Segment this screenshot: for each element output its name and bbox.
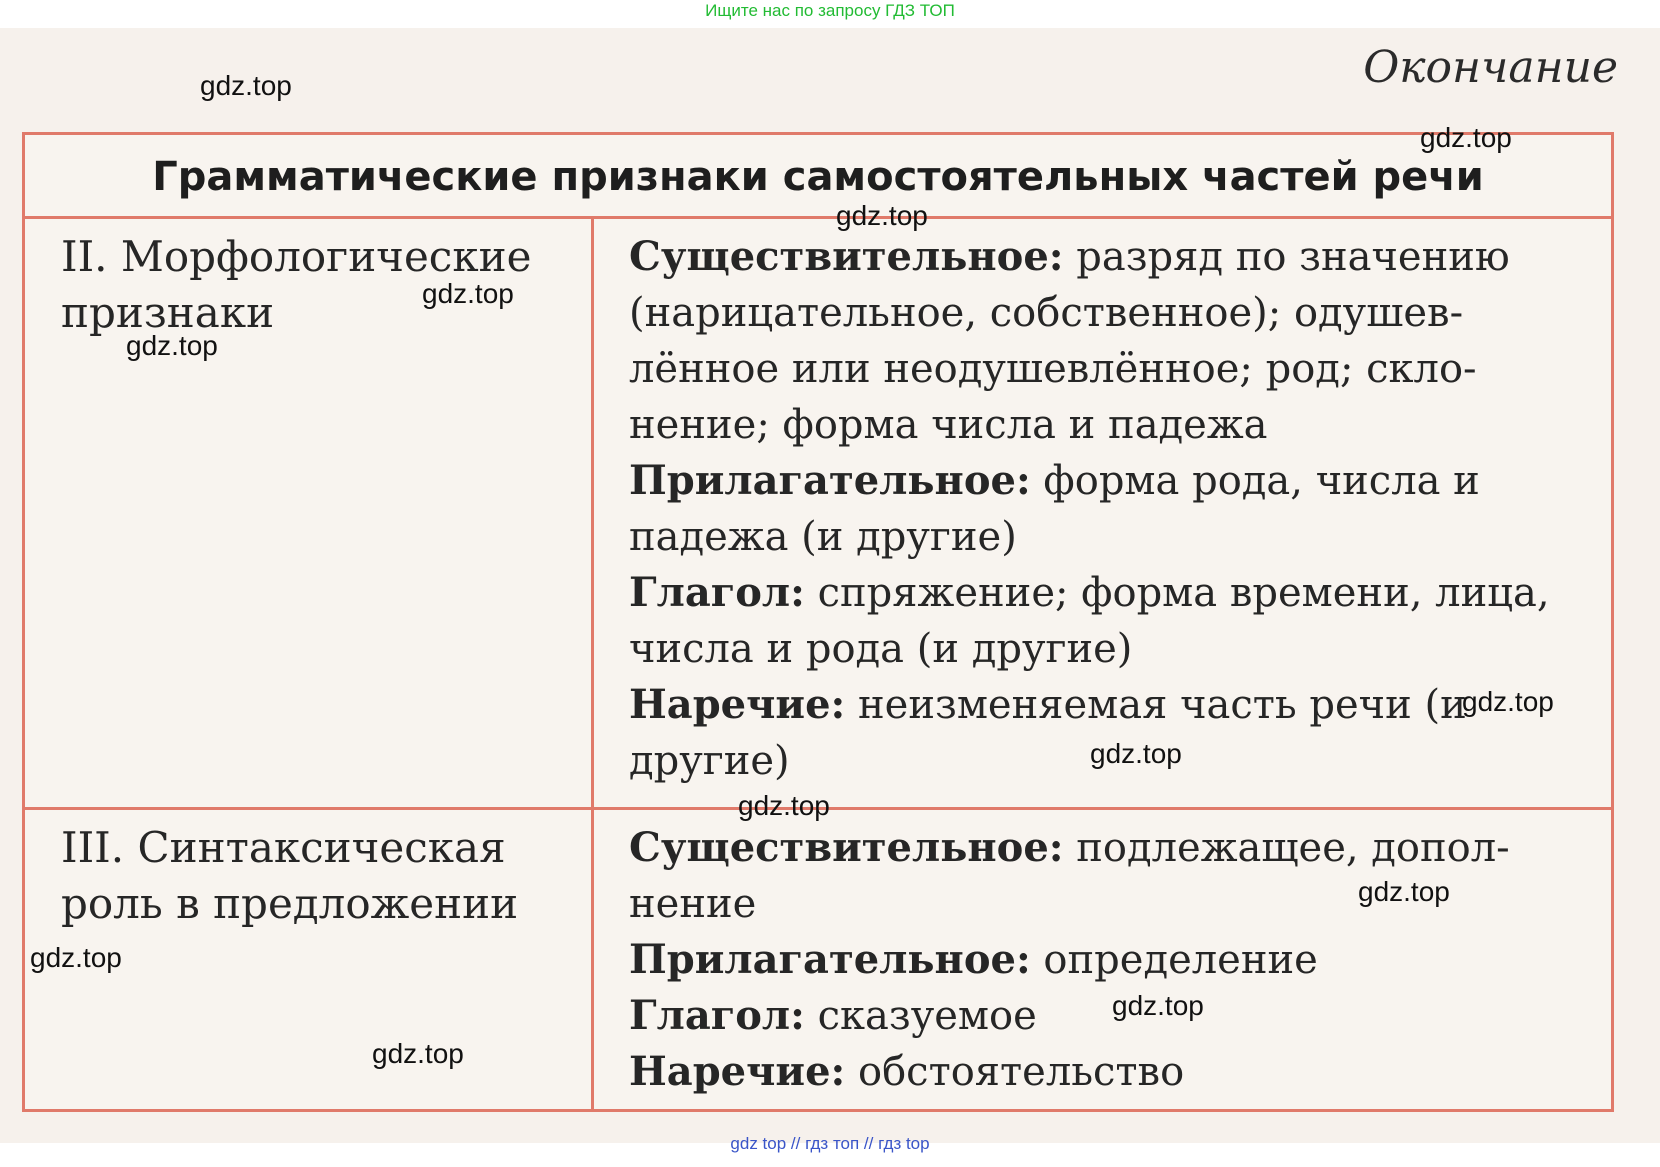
desc: неизменяемая часть речи (и другие) xyxy=(629,682,1467,784)
watermark: gdz.top xyxy=(738,790,830,821)
footer-links[interactable]: gdz top // гдз топ // гдз top xyxy=(730,1134,930,1153)
term: Наречие: xyxy=(629,1048,846,1095)
watermark: gdz.top xyxy=(1420,122,1512,153)
top-search-note[interactable]: Ищите нас по запросу ГДЗ ТОП xyxy=(705,1,955,20)
watermark: gdz.top xyxy=(372,1038,464,1069)
desc: разряд по значению (нарицательное, собственное); одушевлённое или неодушевлённое; род; склонение; форма числа и падежа xyxy=(629,234,1510,448)
row-morphology-content xyxy=(629,229,1589,789)
watermark: gdz.top xyxy=(836,200,928,231)
desc: обстоятельство xyxy=(845,1049,1185,1095)
term: Существительное: xyxy=(629,233,1064,280)
syntax-adjective xyxy=(629,932,1589,988)
syntax-adverb xyxy=(629,1044,1589,1100)
table-title: Грамматические признаки самостоятельных частей речи xyxy=(25,135,1611,219)
desc: спряжение; форма времени, лица, числа и рода (и другие) xyxy=(629,570,1550,672)
row-syntax-content xyxy=(629,820,1589,1100)
morph-verb xyxy=(629,565,1589,677)
watermark: gdz.top xyxy=(30,942,122,973)
term: Прилагательное: xyxy=(629,457,1031,504)
desc: форма рода, числа и падежа (и другие) xyxy=(629,458,1480,560)
column-divider xyxy=(591,219,594,1112)
desc: подлежащее, дополнение xyxy=(629,825,1510,927)
term: Прилагательное: xyxy=(629,936,1031,983)
term: Глагол: xyxy=(629,992,805,1039)
grammar-table xyxy=(22,132,1614,1112)
term: Наречие: xyxy=(629,681,846,728)
watermark: gdz.top xyxy=(200,70,292,101)
row-syntax-heading: III. Синтаксическая роль в предложении xyxy=(61,823,519,928)
watermark: gdz.top xyxy=(1462,686,1554,717)
watermark: gdz.top xyxy=(1090,738,1182,769)
row-morphology-heading: II. Морфологические признаки xyxy=(61,232,532,337)
syntax-verb xyxy=(629,988,1589,1044)
ending-label: Окончание xyxy=(1363,42,1618,93)
watermark: gdz.top xyxy=(1112,990,1204,1021)
watermark: gdz.top xyxy=(422,278,514,309)
desc: определение xyxy=(1030,937,1318,983)
term: Существительное: xyxy=(629,824,1064,871)
desc: сказуемое xyxy=(804,993,1037,1039)
watermark: gdz.top xyxy=(126,330,218,361)
watermark: gdz.top xyxy=(1358,876,1450,907)
morph-noun xyxy=(629,229,1589,453)
morph-adjective xyxy=(629,453,1589,565)
term: Глагол: xyxy=(629,569,805,616)
morph-adverb xyxy=(629,677,1589,789)
